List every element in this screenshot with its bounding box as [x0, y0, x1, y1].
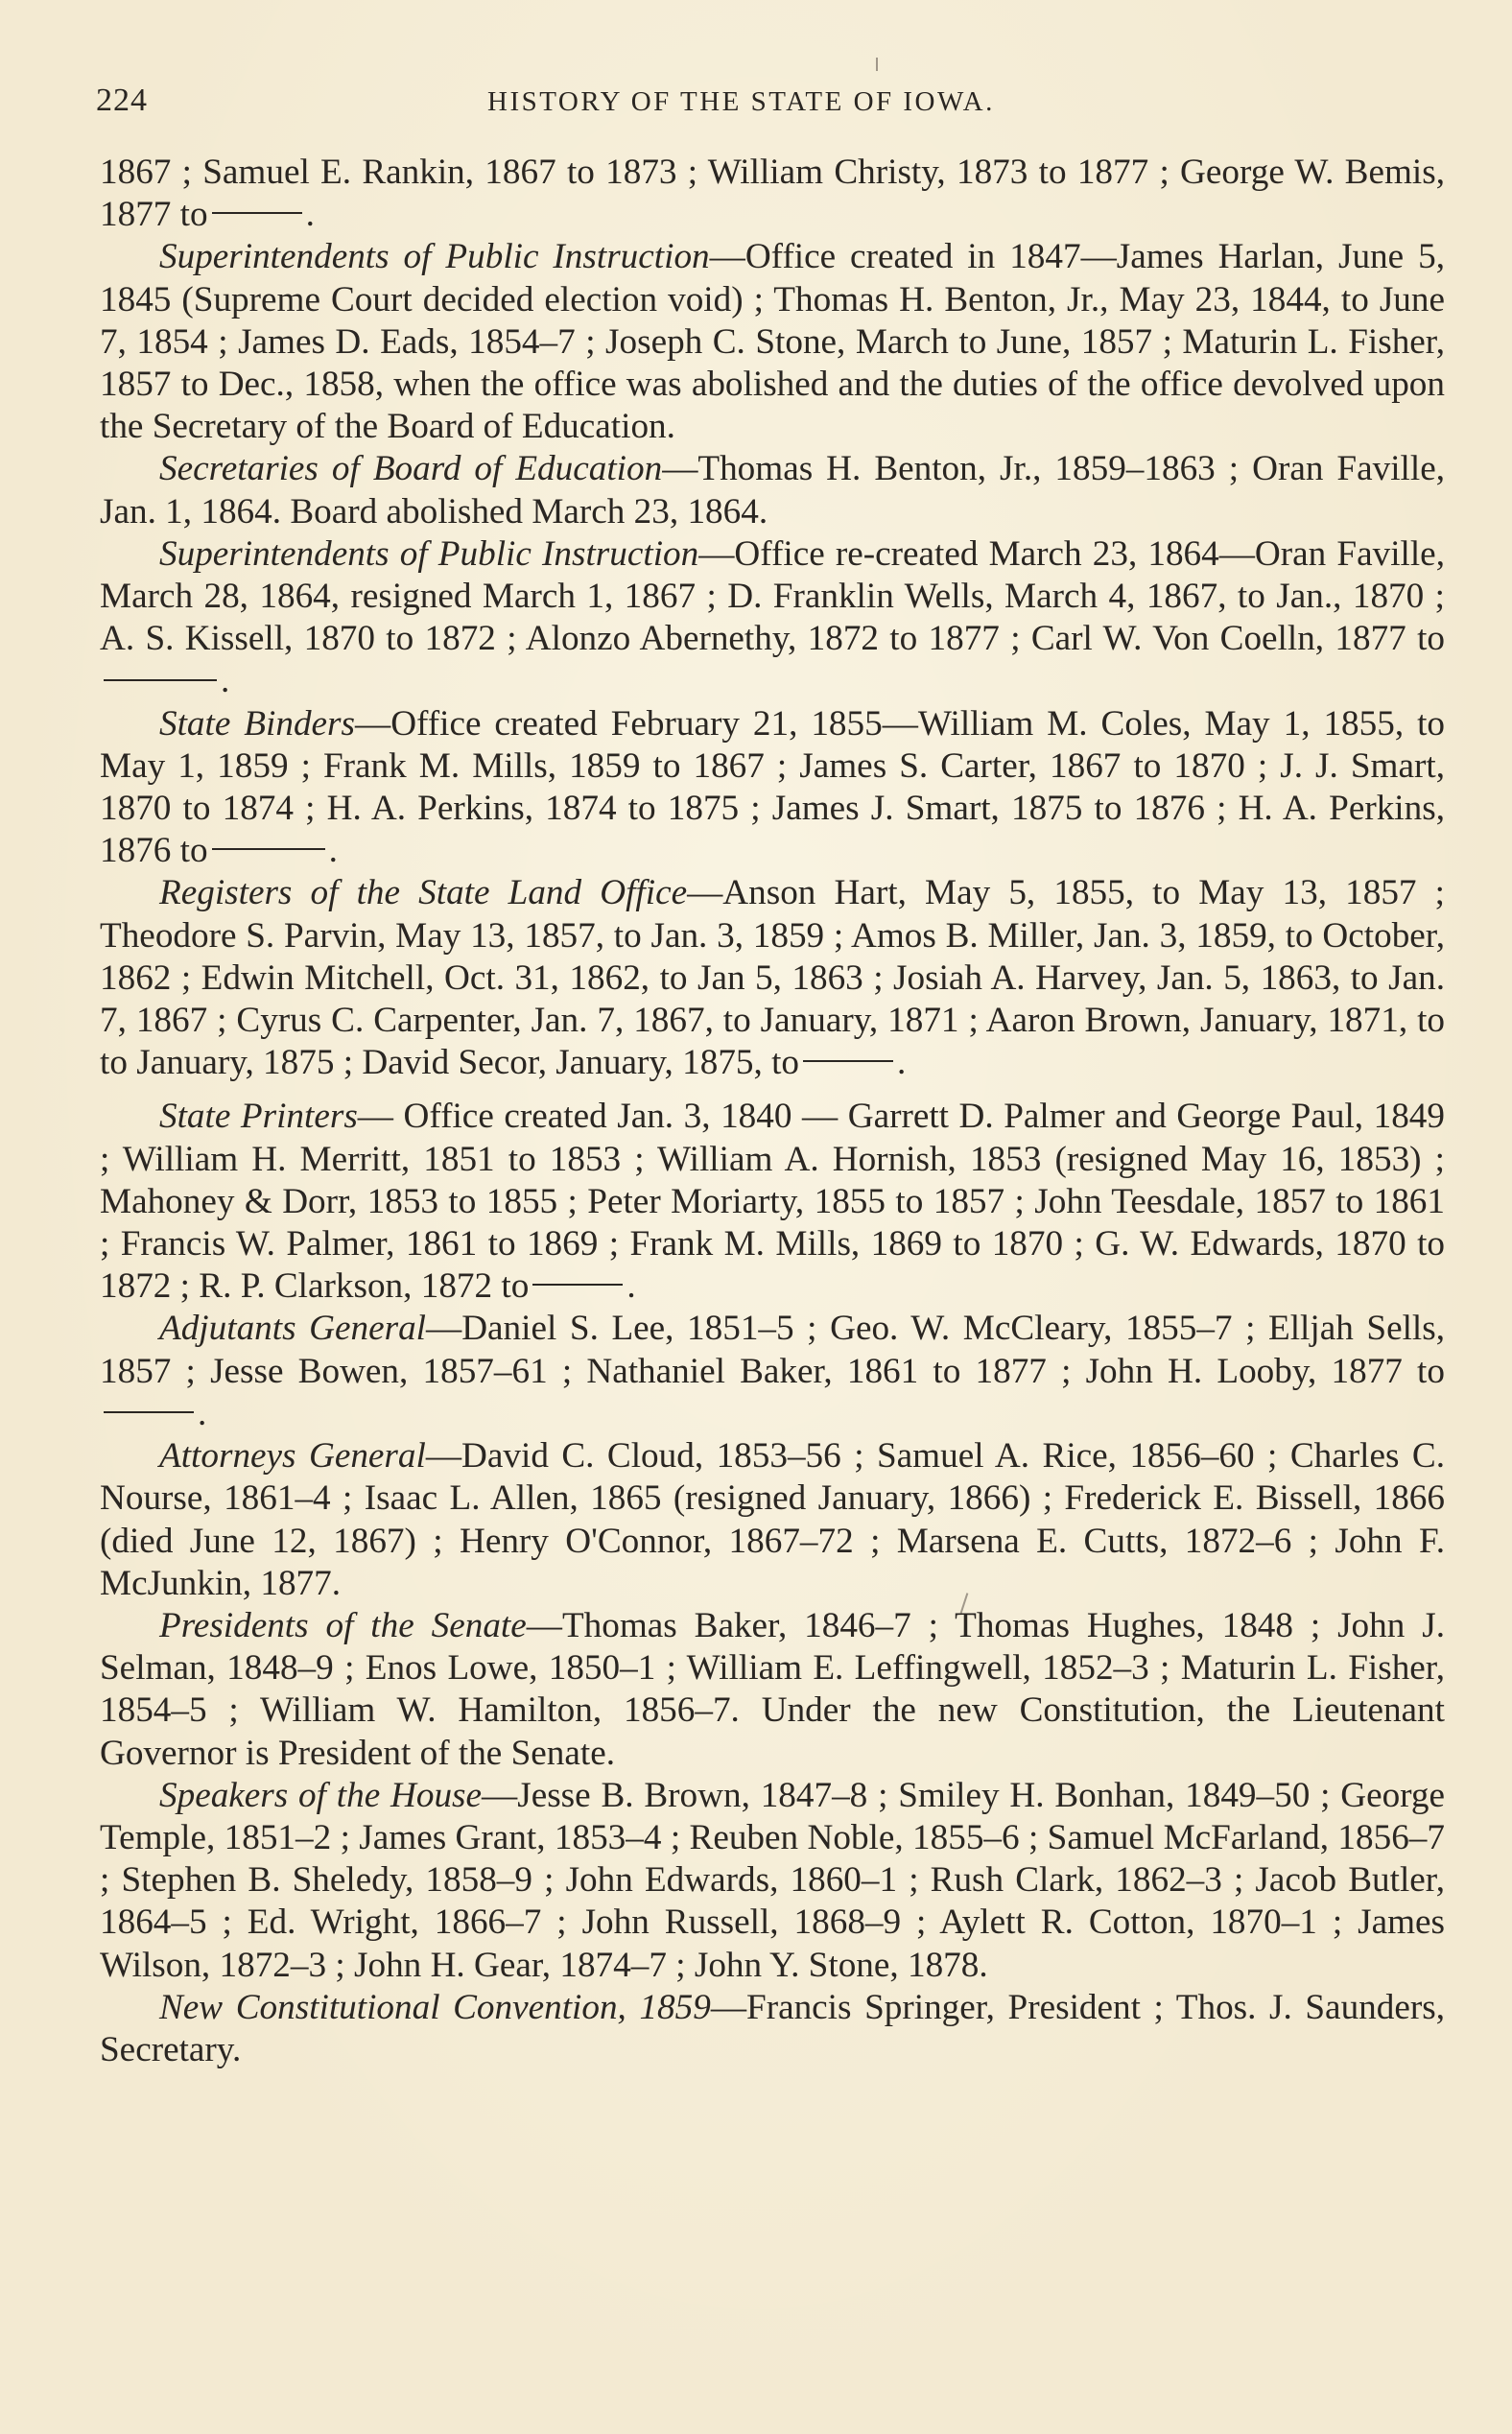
paragraph-text: —Thomas H. Benton, Jr., 1859–1863 ; Oran Faville, Jan. 1, 1864. Board abolished March 23, 1864.	[100, 449, 1446, 532]
section-heading: Secretaries of Board of Education	[159, 449, 663, 489]
section-heading: State Printers	[159, 1097, 358, 1137]
paragraph-text: —Office created in 1847—James Harlan, June 5, 1845 (Supreme Court decided election void) ; Thomas H. Benton, Jr., May 23, 1844, to June 7, 1854 ; James D. Eads, 1854–7 ; Joseph C. Stone, March to June, 1857 ; Maturin L. Fisher, 1857 to Dec., 1858, when the office was abolished and the duties of the office devolved upon the Secretary of the Board of Education.	[100, 237, 1445, 447]
paragraph-text: —Office created February 21, 1855—William M. Coles, May 1, 1855, to May 1, 1859 ; Frank M. Mills, 1859 to 1867 ; James S. Carter, 1867 to 1870 ; J. J. Smart, 1870 to 1874 ; H. A. Perkins, 1874 to 1875 ; James J. Smart, 1875 to 1876 ; H. A. Perkins, 1876 to	[100, 703, 1445, 871]
paragraph-superintendents-1	[100, 236, 1445, 448]
paragraph-state-binders	[100, 703, 1445, 873]
paragraph-constitutional-convention	[100, 1987, 1445, 2071]
paragraph-text: — Office created Jan. 3, 1840 — Garrett D. Palmer and George Paul, 1849 ; William H. Merritt, 1851 to 1853 ; William A. Hornish, 1853 (resigned May 16, 1853) ; Mahoney & Dorr, 1853 to 1855 ; Peter Moriarty, 1855 to 1857 ; John Teesdale, 1857 to 1861 ; Francis W. Palmer, 1861 to 1869 ; Frank M. Mills, 1869 to 1870 ; G. W. Edwards, 1870 to 1872 ; R. P. Clarkson, 1872 to	[100, 1097, 1445, 1307]
paragraph-text: —Anson Hart, May 5, 1855, to May 13, 1857 ; Theodore S. Parvin, May 13, 1857, to Jan. 3, 1859 ; Amos B. Miller, Jan. 3, 1859, to October, 1862 ; Edwin Mitchell, Oct. 31, 1862, to Jan 5, 1863 ; Josiah A. Harvey, Jan. 5, 1863, to Jan. 7, 1867 ; Cyrus C. Carpenter, Jan. 7, 1867, to January, 1871 ; Aaron Brown, January, 1871, to to January, 1875 ; David Secor, January, 1875, to	[100, 873, 1445, 1083]
blank-rule	[532, 1284, 623, 1286]
paragraph-tail: .	[897, 1043, 907, 1083]
paragraph-tail: .	[328, 831, 338, 871]
paragraph-tail: .	[305, 195, 315, 235]
section-heading: Attorneys General	[159, 1436, 426, 1477]
paragraph-state-printers	[100, 1096, 1445, 1308]
body-text	[100, 152, 1445, 2071]
paragraph-text: —Daniel S. Lee, 1851–5 ; Geo. W. McCleary, 1855–7 ; Elljah Sells, 1857 ; Jesse Bowen, 1857–61 ; Nathaniel Baker, 1861 to 1877 ; John H. Looby, 1877 to	[100, 1309, 1446, 1391]
paragraph-speakers-house	[100, 1775, 1445, 1987]
page-number: 224	[96, 83, 148, 118]
paragraph-tail: .	[626, 1266, 636, 1307]
paragraph-superintendents-2	[100, 533, 1445, 703]
blank-rule	[212, 848, 325, 850]
section-heading: Adjutants General	[159, 1309, 426, 1349]
paragraph-adjutants-general	[100, 1308, 1445, 1435]
paragraph-secretaries-board	[100, 448, 1445, 532]
paragraph-text: —Francis Springer, President ; Thos. J. Saunders, Secretary.	[100, 1987, 1446, 2069]
paragraph-text: —Thomas Baker, 1846–7 ; Thomas Hughes, 1848 ; John J. Selman, 1848–9 ; Enos Lowe, 1850–1 ; William E. Leffingwell, 1852–3 ; Maturin L. Fisher, 1854–5 ; William W. Hamilton, 1856–7. Under the new Constitution, the Lieutenant Governor is President of the Senate.	[100, 1605, 1445, 1773]
section-heading: Superintendents of Public Instruction	[159, 533, 699, 574]
blank-rule	[104, 679, 217, 681]
paragraph-text: —David C. Cloud, 1853–56 ; Samuel A. Rice, 1856–60 ; Charles C. Nourse, 1861–4 ; Isaac L. Allen, 1865 (resigned January, 1866) ; Frederick E. Bissell, 1866 (died June 12, 1867) ; Henry O'Connor, 1867–72 ; Marsena E. Cutts, 1872–6 ; John F. McJunkin, 1877.	[100, 1436, 1445, 1603]
section-heading: Presidents of the Senate	[159, 1605, 527, 1645]
paragraph-tail: .	[221, 661, 230, 701]
paragraph-attorneys-general	[100, 1435, 1445, 1605]
paragraph-tail: .	[198, 1393, 207, 1433]
running-head: HISTORY OF THE STATE OF IOWA.	[487, 86, 995, 117]
section-heading: Superintendents of Public Instruction	[159, 237, 710, 277]
paragraph-continued-list	[100, 152, 1445, 236]
paragraph-presidents-senate	[100, 1605, 1445, 1775]
paragraph-text: —Jesse B. Brown, 1847–8 ; Smiley H. Bonhan, 1849–50 ; George Temple, 1851–2 ; James Grant, 1853–4 ; Reuben Noble, 1855–6 ; Samuel McFarland, 1856–7 ; Stephen B. Sheledy, 1858–9 ; John Edwards, 1860–1 ; Rush Clark, 1862–3 ; Jacob Butler, 1864–5 ; Ed. Wright, 1866–7 ; John Russell, 1868–9 ; Aylett R. Cotton, 1870–1 ; James Wilson, 1872–3 ; John H. Gear, 1874–7 ; John Y. Stone, 1878.	[100, 1775, 1445, 1985]
page-header	[96, 83, 1439, 130]
blank-rule	[104, 1411, 194, 1413]
section-heading: Registers of the State Land Office	[159, 873, 688, 913]
paragraph-text: —Office re-created March 23, 1864—Oran Faville, March 28, 1864, resigned March 1, 1867 ; D. Franklin Wells, March 4, 1867, to Jan., 1870 ; A. S. Kissell, 1870 to 1872 ; Alonzo Abernethy, 1872 to 1877 ; Carl W. Von Coelln, 1877 to	[100, 533, 1445, 659]
print-speck	[876, 58, 878, 71]
section-heading: Speakers of the House	[159, 1775, 483, 1815]
blank-rule	[212, 212, 302, 214]
paragraph-text: 1867 ; Samuel E. Rankin, 1867 to 1873 ; William Christy, 1873 to 1877 ; George W. Bemis, 1877 to	[100, 153, 1445, 235]
blank-rule	[803, 1060, 893, 1062]
section-heading: New Constitutional Convention, 1859	[159, 1987, 711, 2027]
paragraph-registers-land-office	[100, 872, 1445, 1084]
section-heading: State Binders	[159, 703, 355, 744]
